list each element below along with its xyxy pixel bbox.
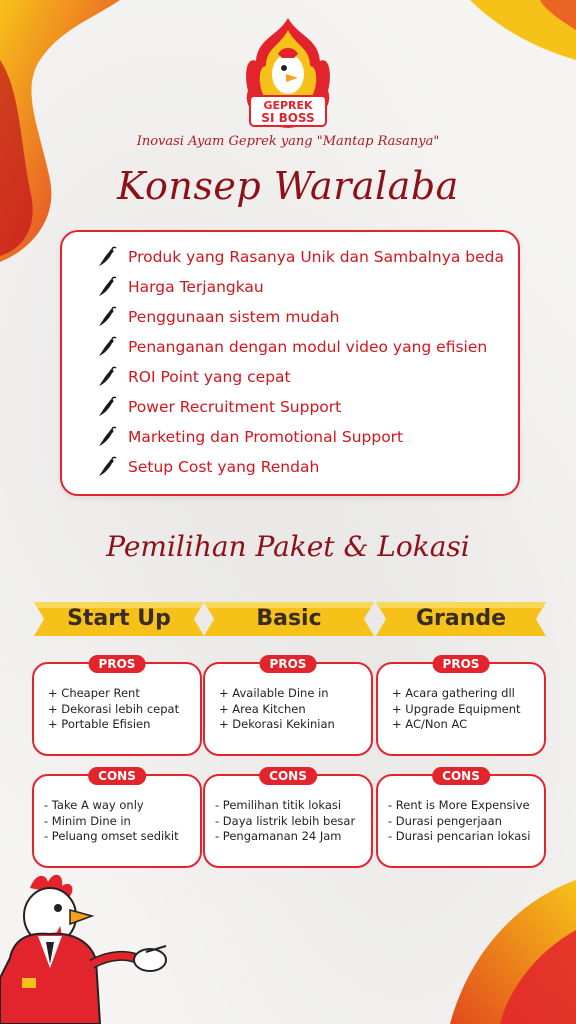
cons-item: - Daya listrik lebih besar bbox=[215, 813, 356, 828]
konsep-item bbox=[96, 332, 518, 362]
cons-badge: CONS bbox=[88, 767, 146, 785]
cons-item: - Take A way only bbox=[44, 798, 144, 812]
rooster-mascot bbox=[0, 868, 180, 1024]
konsep-item bbox=[96, 302, 518, 332]
cons-badge: CONS bbox=[432, 767, 490, 785]
chili-icon bbox=[96, 456, 118, 478]
chili-icon bbox=[96, 396, 118, 418]
cons-item: - Peluang omset sedikit bbox=[44, 829, 179, 843]
pros-item: + Upgrade Equipment bbox=[392, 701, 521, 716]
pros-item: + Portable Efisien bbox=[48, 717, 151, 731]
chili-icon bbox=[96, 246, 118, 268]
paket-title: Pemilihan Paket & Lokasi bbox=[106, 530, 470, 563]
cons-item: - Durasi pengerjaan bbox=[388, 813, 502, 828]
pros-badge: PROS bbox=[89, 655, 146, 673]
konsep-box bbox=[60, 230, 520, 496]
konsep-item bbox=[96, 452, 518, 482]
chili-icon bbox=[96, 306, 118, 328]
ribbon-basic bbox=[204, 598, 374, 640]
pros-item: + Available Dine in bbox=[219, 686, 329, 700]
konsep-item-label: Penanganan dengan modul video yang efisien bbox=[128, 338, 488, 356]
cons-item: - Pemilihan titik lokasi bbox=[215, 798, 342, 812]
cons-item: - Pengamanan 24 Jam bbox=[215, 829, 342, 843]
package-name: Grande bbox=[415, 606, 507, 631]
ribbon-grande bbox=[376, 598, 546, 640]
cons-card-basic bbox=[203, 769, 373, 868]
chili-icon bbox=[96, 366, 118, 388]
konsep-item bbox=[96, 422, 518, 452]
logo-text-line2: SI BOSS bbox=[261, 111, 315, 125]
konsep-item-label: ROI Point yang cepat bbox=[128, 368, 291, 386]
konsep-item bbox=[96, 272, 518, 302]
cons-card-start-up bbox=[32, 769, 202, 868]
package-name: Basic bbox=[256, 606, 322, 631]
logo-text-line1: GEPREK bbox=[263, 99, 313, 112]
konsep-list bbox=[62, 232, 518, 482]
chili-icon bbox=[96, 426, 118, 448]
chili-icon bbox=[96, 336, 118, 358]
cons-item: - Durasi pencarian lokasi bbox=[388, 829, 531, 843]
pros-item: + AC/Non AC bbox=[392, 717, 468, 731]
pros-item: + Acara gathering dll bbox=[392, 686, 515, 700]
konsep-item-label: Setup Cost yang Rendah bbox=[128, 458, 320, 476]
pros-badge: PROS bbox=[260, 655, 317, 673]
konsep-item-label: Produk yang Rasanya Unik dan Sambalnya beda bbox=[128, 248, 505, 266]
pros-item: + Dekorasi lebih cepat bbox=[48, 701, 180, 716]
tagline: Inovasi Ayam Geprek yang "Mantap Rasanya" bbox=[136, 134, 440, 149]
pros-card-start-up bbox=[32, 657, 202, 756]
cons-item: - Rent is More Expensive bbox=[388, 798, 530, 812]
pros-item: + Dekorasi Kekinian bbox=[219, 717, 335, 731]
ribbon-start-up bbox=[34, 598, 204, 640]
konsep-item bbox=[96, 392, 518, 422]
konsep-item bbox=[96, 362, 518, 392]
konsep-item-label: Harga Terjangkau bbox=[128, 278, 264, 296]
pros-card-grande bbox=[376, 657, 546, 756]
pros-card-basic bbox=[203, 657, 373, 756]
pros-badge: PROS bbox=[433, 655, 490, 673]
pros-item: + Cheaper Rent bbox=[48, 686, 140, 700]
chili-icon bbox=[96, 276, 118, 298]
package-name: Start Up bbox=[67, 606, 171, 631]
konsep-item-label: Marketing dan Promotional Support bbox=[128, 428, 404, 446]
cons-card-grande bbox=[376, 769, 546, 868]
geprek-si-boss-logo bbox=[238, 16, 338, 134]
konsep-item-label: Penggunaan sistem mudah bbox=[128, 308, 340, 326]
cons-badge: CONS bbox=[259, 767, 317, 785]
pros-item: + Area Kitchen bbox=[219, 701, 306, 716]
cons-item: - Minim Dine in bbox=[44, 813, 131, 828]
konsep-title: Konsep Waralaba bbox=[117, 164, 459, 208]
konsep-item bbox=[96, 242, 518, 272]
konsep-item-label: Power Recruitment Support bbox=[128, 398, 342, 416]
